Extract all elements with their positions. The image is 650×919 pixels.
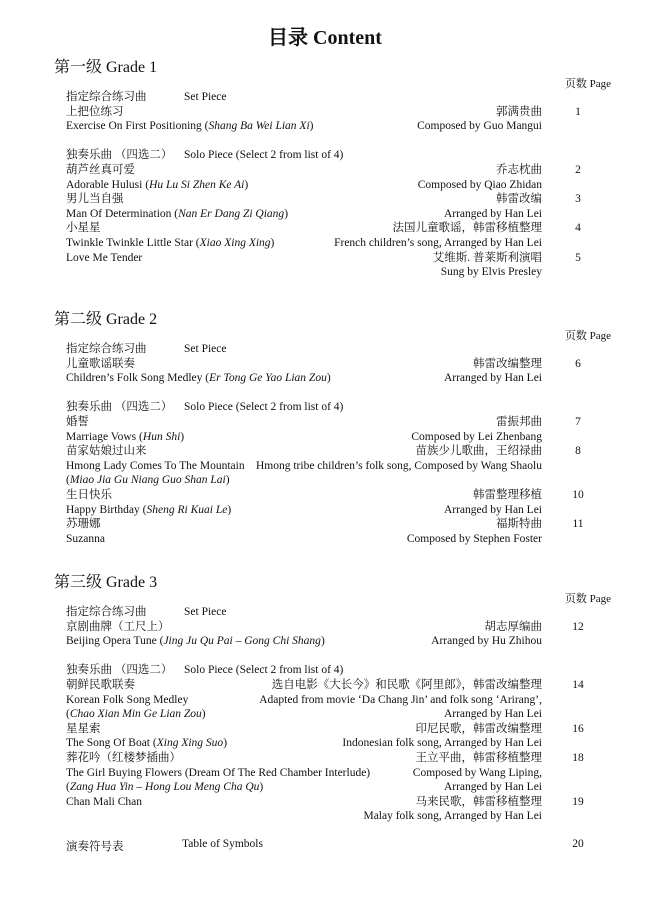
toc-entry[interactable] <box>66 357 614 386</box>
title-romanization: Miao Jia Gu Niang Guo Shan Lai <box>69 474 226 487</box>
title-en <box>66 766 371 781</box>
entry-credits <box>366 251 542 280</box>
credit-cn-text: 雷振邦曲 <box>496 415 542 428</box>
spacer <box>66 649 614 664</box>
credit-cn <box>366 751 542 766</box>
entry-titles <box>66 105 366 134</box>
credit-cn <box>366 163 542 178</box>
section-en: Solo Piece (Select 2 from list of 4) <box>184 401 344 414</box>
credit-en <box>366 707 542 722</box>
credit-en <box>366 503 542 518</box>
section-header <box>66 90 614 105</box>
toc-entry[interactable] <box>66 620 614 649</box>
credit-cn-text: 法国儿童歌谣，韩雷移植整理 <box>392 222 542 235</box>
credit-en-text: Composed by Stephen Foster <box>406 532 542 545</box>
title-en: The Song Of Boat (Xing Xing Suo) <box>66 737 228 750</box>
toc-entry[interactable] <box>66 415 614 444</box>
grade-heading: 第二级 Grade 2 <box>54 311 158 328</box>
title-cn: 儿童歌谣联奏 <box>66 357 135 370</box>
entry-titles <box>66 722 366 751</box>
section-en: Solo Piece (Select 2 from list of 4) <box>184 664 344 677</box>
credit-en-text: Arranged by Han Lei <box>443 503 542 516</box>
grade-list <box>66 605 614 824</box>
credit-en <box>366 265 542 280</box>
credit-en-text: Composed by Wang Liping, <box>412 766 542 779</box>
title-en-text: The Girl Buying Flowers (Dream Of The Red Chamber Interlude) <box>66 766 371 779</box>
section-cn: 独奏乐曲 （四选二） <box>66 149 173 162</box>
title-romanization: Xiao Xing Xing <box>199 236 271 249</box>
grade-section <box>54 573 614 823</box>
credit-en <box>366 207 542 222</box>
credit-cn-text: 韩雷整理移植 <box>473 488 542 501</box>
page-number: 16 <box>572 722 584 735</box>
toc-entry[interactable] <box>66 163 614 192</box>
entry-credits <box>366 192 542 221</box>
title-cn: 男儿当自强 <box>66 193 124 206</box>
grade-list <box>66 342 614 546</box>
credit-cn <box>366 221 542 236</box>
credit-en-text: Arranged by Han Lei <box>443 708 542 721</box>
entry-titles <box>66 620 366 649</box>
spacer <box>66 134 614 149</box>
title-en-text: The Song Of Boat <box>66 737 151 750</box>
title-cn: 生日快乐 <box>66 488 112 501</box>
credit-cn-text: 王立平曲，韩雷移植整理 <box>415 751 542 764</box>
title-romanization: Er Tong Ge Yao Lian Zou <box>209 372 327 385</box>
entry-credits <box>366 163 542 192</box>
credit-en <box>366 532 542 547</box>
credit-en-text: Composed by Lei Zhenbang <box>411 430 542 443</box>
title-romanization: Jing Ju Qu Pai – Gong Chi Shang <box>163 635 321 648</box>
title-cn: 婚誓 <box>66 415 89 428</box>
entry-credits <box>255 444 542 488</box>
entry-credits <box>366 620 542 649</box>
credit-en-text: French children’s song, Arranged by Han Lei <box>334 236 542 249</box>
page-number: 19 <box>572 795 584 808</box>
section-cn: 指定综合练习曲 <box>66 606 147 618</box>
title-romanization-line: (Chao Xian Min Ge Lian Zou) <box>66 708 206 721</box>
entry-credits <box>366 105 542 134</box>
credit-cn <box>366 251 542 266</box>
title-en: Marriage Vows (Hun Shi) <box>66 430 185 443</box>
credit-cn-text: 胡志厚编曲 <box>484 620 542 633</box>
page-column-header: 页数 Page <box>564 593 611 605</box>
credit-cn <box>366 415 542 430</box>
entry-credits <box>259 678 542 722</box>
credit-cn <box>366 620 542 635</box>
section-en: Solo Piece (Select 2 from list of 4) <box>184 149 344 162</box>
title-romanization: Hun Shi <box>142 430 181 443</box>
page-title: 目录 Content <box>268 27 382 49</box>
entry-titles <box>66 517 366 546</box>
credit-cn <box>366 444 542 459</box>
credit-cn-text: 郭满贵曲 <box>496 105 542 118</box>
toc-entry[interactable] <box>66 251 614 280</box>
title-en <box>66 795 366 810</box>
entry-titles <box>66 415 366 444</box>
title-cn: 京剧曲牌（工尺上） <box>66 620 170 633</box>
section-cn: 指定综合练习曲 <box>66 343 147 355</box>
page-number: 18 <box>572 751 584 764</box>
credit-cn-text: 艾维斯. 普莱斯利演唱 <box>432 251 542 264</box>
credit-en <box>366 780 542 795</box>
credit-cn-text: 马来民歌，韩雷移植整理 <box>415 795 542 808</box>
credit-en-text: Arranged by Han Lei <box>443 781 542 794</box>
credit-en <box>363 809 542 824</box>
page-number: 5 <box>575 251 581 264</box>
title-romanization: Nan Er Dang Zi Qiang <box>178 207 285 220</box>
toc-entry[interactable] <box>66 488 614 517</box>
credit-en-text: Sung by Elvis Presley <box>440 266 542 279</box>
table-of-symbols-entry[interactable] <box>66 838 614 854</box>
entry-titles <box>66 488 366 517</box>
entry-credits <box>366 488 542 517</box>
entry-titles <box>66 163 366 192</box>
title-en: Man Of Determination (Nan Er Dang Zi Qiang) <box>66 207 289 220</box>
entry-credits <box>363 795 542 824</box>
section-cn: 独奏乐曲 （四选二） <box>66 401 173 414</box>
title-en: Twinkle Twinkle Little Star (Xiao Xing Xing) <box>66 236 275 249</box>
symbols-cn: 演奏符号表 <box>66 841 124 853</box>
section-en: Set Piece <box>184 91 227 103</box>
entry-credits <box>366 415 542 444</box>
page-number: 10 <box>572 488 584 501</box>
page-column-header: 页数 Page <box>564 78 611 90</box>
grade-section <box>54 310 614 545</box>
credit-cn <box>366 795 542 810</box>
title-en: Exercise On First Positioning (Shang Ba Wei Lian Xi) <box>66 120 314 133</box>
section-en: Set Piece <box>184 606 227 618</box>
title-en-text: Suzanna <box>66 532 105 545</box>
title-cn: 朝鲜民歌联奏 <box>66 678 135 691</box>
title-en-text: Chan Mali Chan <box>66 795 143 808</box>
entry-titles <box>66 192 366 221</box>
credit-en-text: Composed by Qiao Zhidan <box>417 178 542 191</box>
credit-cn-text: 乔志枕曲 <box>496 163 542 176</box>
title-en-text: Adorable Hulusi <box>66 178 143 191</box>
page-number: 11 <box>572 518 584 531</box>
title-cn: 小星星 <box>66 222 101 235</box>
credit-en <box>366 119 542 134</box>
title-en-text: Hmong Lady Comes To The Mountain <box>66 459 245 472</box>
title-romanization: Chao Xian Min Ge Lian Zou <box>69 708 202 721</box>
section-header <box>66 148 614 163</box>
grade-heading: 第三级 Grade 3 <box>54 574 158 591</box>
credit-en-text: Arranged by Han Lei <box>443 372 542 385</box>
page-number: 6 <box>575 357 581 370</box>
entry-credits <box>366 517 542 546</box>
credit-cn <box>366 517 542 532</box>
page-number: 4 <box>575 222 581 235</box>
title-en-text: Beijing Opera Tune <box>66 635 157 648</box>
title-en-text: Twinkle Twinkle Little Star <box>66 236 193 249</box>
section-en: Set Piece <box>184 343 227 355</box>
credit-en <box>366 634 542 649</box>
entry-titles <box>66 357 366 386</box>
title-romanization: Zang Hua Yin – Hong Lou Meng Cha Qu <box>69 781 260 794</box>
title-en-text: Children’s Folk Song Medley <box>66 372 203 385</box>
toc-entry[interactable] <box>66 105 614 134</box>
title-cn: 上把位练习 <box>66 105 124 118</box>
section-header <box>66 342 614 357</box>
title-en: Children’s Folk Song Medley (Er Tong Ge Yao Lian Zou) <box>66 372 331 385</box>
toc-entry[interactable] <box>66 517 614 546</box>
title-cn: 星星索 <box>66 722 101 735</box>
title-cn: 葫芦丝真可爱 <box>66 163 135 176</box>
section-cn: 指定综合练习曲 <box>66 91 147 103</box>
toc-entry[interactable] <box>66 678 614 722</box>
title-cn: 葬花吟（红楼梦插曲） <box>66 751 181 764</box>
credit-cn <box>366 488 542 503</box>
credit-cn-text: 福斯特曲 <box>496 518 542 531</box>
title-en-text: Exercise On First Positioning <box>66 120 202 133</box>
title-en-text: Korean Folk Song Medley <box>66 693 189 706</box>
entry-titles <box>66 221 366 250</box>
credit-en <box>334 236 542 251</box>
toc-entry[interactable] <box>66 722 614 751</box>
entry-credits <box>366 751 542 795</box>
entry-credits <box>334 221 542 250</box>
page-column-header: 页数 Page <box>564 330 611 342</box>
title-romanization-line: (Miao Jia Gu Niang Guo Shan Lai) <box>66 474 230 487</box>
credit-cn-text: 韩雷改编 <box>496 193 542 206</box>
credit-en <box>342 736 542 751</box>
credit-en <box>366 766 542 781</box>
toc-entry[interactable] <box>66 444 614 488</box>
credit-en <box>366 371 542 386</box>
title-romanization: Hu Lu Si Zhen Ke Ai <box>149 178 245 191</box>
page-number: 8 <box>575 445 581 458</box>
toc-entry[interactable] <box>66 192 614 221</box>
entry-titles <box>66 751 371 795</box>
credit-en-text: Composed by Guo Mangui <box>417 120 542 133</box>
section-header <box>66 605 614 620</box>
grade-heading: 第一级 Grade 1 <box>54 59 158 76</box>
symbols-en: Table of Symbols <box>182 838 263 850</box>
title-en: Adorable Hulusi (Hu Lu Si Zhen Ke Ai) <box>66 178 249 191</box>
entry-credits <box>366 357 542 386</box>
title-en-text: Happy Birthday <box>66 503 140 516</box>
page-number: 20 <box>572 838 584 850</box>
credit-cn <box>366 722 542 737</box>
section-cn: 独奏乐曲 （四选二） <box>66 664 173 677</box>
section-header <box>66 400 614 415</box>
credit-cn <box>366 357 542 372</box>
credit-cn <box>366 105 542 120</box>
credit-cn <box>271 678 542 693</box>
credit-en-text: Arranged by Han Lei <box>443 207 542 220</box>
credit-en-text: Malay folk song, Arranged by Han Lei <box>363 810 542 823</box>
toc-entry[interactable] <box>66 221 614 250</box>
page-number: 7 <box>575 415 581 428</box>
credit-en-text: Arranged by Hu Zhihou <box>431 635 542 648</box>
credit-cn-text: 选自电影《大长今》和民歌《阿里郎》，韩雷改编整理 <box>271 678 542 691</box>
credit-en-text: Adapted from movie ‘Da Chang Jin’ and folk song ‘Arirang’, <box>259 693 542 706</box>
section-header <box>66 663 614 678</box>
credit-cn-text: 印尼民歌，韩雷改编整理 <box>415 722 542 735</box>
title-en-text: Love Me Tender <box>66 251 143 264</box>
toc-entry[interactable] <box>66 795 614 824</box>
credit-cn-text: 苗族少儿歌曲，王绍禄曲 <box>415 445 542 458</box>
title-en <box>66 251 366 266</box>
page-number: 1 <box>575 105 581 118</box>
title-romanization: Shang Ba Wei Lian Xi <box>208 120 310 133</box>
credit-cn-text: 韩雷改编整理 <box>473 357 542 370</box>
entry-titles <box>66 795 366 824</box>
title-romanization-line: (Zang Hua Yin – Hong Lou Meng Cha Qu) <box>66 781 264 794</box>
entry-titles <box>66 251 366 280</box>
credit-en <box>366 430 542 445</box>
title-cn: 苏珊娜 <box>66 518 101 531</box>
title-en: Happy Birthday (Sheng Ri Kuai Le) <box>66 503 232 516</box>
credit-cn <box>366 192 542 207</box>
credit-en <box>366 178 542 193</box>
title-en-text: Man Of Determination <box>66 207 172 220</box>
credit-en <box>259 693 542 708</box>
entry-credits <box>342 722 542 751</box>
spacer <box>66 386 614 401</box>
title-cn: 苗家姑娘过山来 <box>66 445 147 458</box>
title-en <box>66 532 366 547</box>
title-romanization: Sheng Ri Kuai Le <box>146 503 228 516</box>
toc-entry[interactable] <box>66 751 614 795</box>
title-en: Beijing Opera Tune (Jing Ju Qu Pai – Gong Chi Shang) <box>66 635 325 648</box>
credit-en <box>255 459 542 474</box>
title-romanization: Xing Xing Suo <box>156 737 224 750</box>
credit-en-text: Hmong tribe children’s folk song, Composed by Wang Shaolu <box>255 459 542 472</box>
page-number: 3 <box>575 193 581 206</box>
grade-list <box>66 90 614 280</box>
title-en-text: Marriage Vows <box>66 430 137 443</box>
page-number: 2 <box>575 163 581 176</box>
page-number: 12 <box>572 620 584 633</box>
grade-section <box>54 58 614 279</box>
credit-en-text: Indonesian folk song, Arranged by Han Lei <box>342 737 542 750</box>
page-number: 14 <box>572 678 584 691</box>
